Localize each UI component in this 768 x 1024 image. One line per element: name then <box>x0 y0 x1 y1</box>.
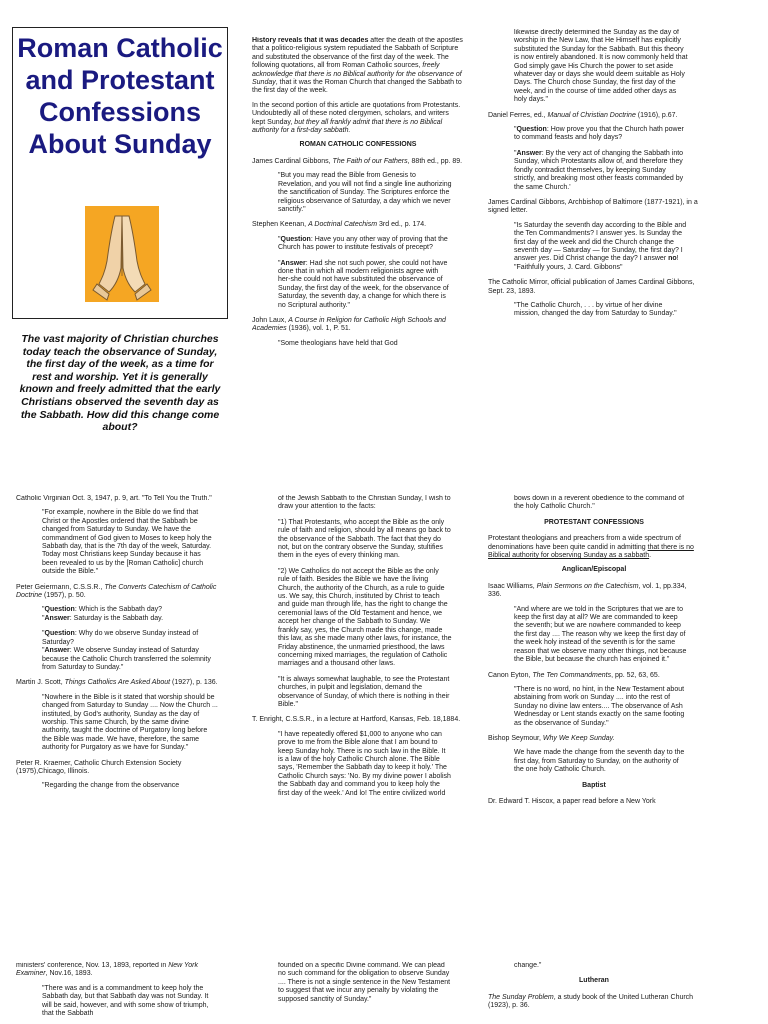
citation: James Cardinal Gibbons, The Faith of our Fathers, 88th ed., pp. 89. <box>252 157 463 165</box>
page-title: Roman Catholic and Protestant Confessions About Sunday <box>17 33 223 159</box>
quote: "Question: Why do we observe Sunday instead of Saturday? "Answer: We observe Sunday instead of Saturday because the Catholic Church transferred the solemnity from Saturday to Sunday." <box>42 630 211 671</box>
citation: ministers' conference, Nov. 13, 1893, reported in New York Examiner, Nov.16, 1893. <box>16 962 199 978</box>
quote: "Answer: By the very act of changing the Sabbath into Sunday, which Protestants allow of, and therefore they fondly contradict themselves, by keeping Sunday strictly, and breaking most other feasts commanded by the same Church.' <box>514 149 684 191</box>
quote: likewise directly determined the Sunday as the day of worship in the New Law, that He Himself has explicitly substituted the Sunday for the Sabbath. But this theory is now entirely abandoned. It is now commonly held that God simply gave His Church the power to set aside whatever day or days she would deem suitable as Holy Days. The Church chose Sunday, the first day of the week, and in the course of time added other days as holy days." <box>514 29 688 104</box>
subheading: Anglican/Episcopal <box>561 566 627 574</box>
citation: Martin J. Scott, Things Catholics Are Asked About (1927), p. 136. <box>16 679 218 687</box>
quote: "Question: How prove you that the Church hath power to command feasts and holy days? <box>514 126 684 142</box>
paragraph: In the second portion of this article are quotations from Protestants. Undoubtedly all of these noted clergymen, scholars, and writers kept Sunday, but they all frankly admit that there is no Biblical authority for a first-day sabbath. <box>252 101 461 135</box>
quote: of the Jewish Sabbath to the Christian Sunday, I wish to draw your attention to the facts: <box>278 495 451 511</box>
citation: Dr. Edward T. Hiscox, a paper read before a New York <box>488 797 656 805</box>
quote: "There was and is a commandment to keep holy the Sabbath day, but that Sabbath day was not Sunday. It will be said, however, and with some show of triumph, that the Sabbath <box>42 984 209 1018</box>
quote: "Regarding the change from the observance <box>42 782 180 790</box>
quote: "Is Saturday the seventh day according to the Bible and the Ten Commandments? I answer yes. Is Sunday the first day of the week and did the Church change the seventh day — Saturday — for Sunday, the first day? I answer yes. Did Christ change the day? I answer no! "Faithfully yours, J. Card. Gibbons" <box>514 221 687 271</box>
column-p3-3 <box>488 962 700 1024</box>
quote: "1) That Protestants, who accept the Bible as the only rule of faith and religion, should by all means go back to the observance of the Sabbath. The fact that they do not, but on the contrary observe the Sunday, stultifies them in the eyes of every thinking man. <box>278 518 451 560</box>
paragraph: Protestant theologians and preachers from a wide spectrum of denominations have been quite candid in admitting that there is no Biblical authority for observing Sunday as a sabbath. <box>488 535 694 560</box>
quote: change." <box>514 962 542 969</box>
citation: John Laux, A Course in Religion for Catholic High Schools and Academies (1936), vol. 1, P. 51. <box>252 316 446 333</box>
quote: "Question: Which is the Sabbath day? "Answer: Saturday is the Sabbath day. <box>42 606 164 622</box>
citation: T. Enright, C.S.S.R., in a lecture at Hartford, Kansas, Feb. 18,1884. <box>252 716 461 724</box>
citation: Stephen Keenan, A Doctrinal Catechism 3rd ed., p. 174. <box>252 221 427 229</box>
quote: "Some theologians have held that God <box>278 339 398 347</box>
citation: James Cardinal Gibbons, Archbishop of Baltimore (1877-1921), in a signed letter. <box>488 198 698 215</box>
section-heading: ROMAN CATHOLIC CONFESSIONS <box>299 141 417 149</box>
citation: The Catholic Mirror, official publication of James Cardinal Gibbons, Sept. 23, 1893. <box>488 279 695 295</box>
section-heading: PROTESTANT CONFESSIONS <box>544 518 644 526</box>
quote: "There is no word, no hint, in the New Testament about abstaining from work on Sunday .... into the rest of Sunday no divine law enters.... The observance of Ash Wednesday or Lent stands exactly on the same footing as the observance of Sunday." <box>514 685 685 727</box>
citation: Isaac Williams, Plain Sermons on the Catechism, vol. 1, pp.334, 336. <box>488 582 687 599</box>
quote: "Nowhere in the Bible is it stated that worship should be changed from Saturday to Sunday .... Now the Church ... instituted, by God's authority, Sunday as the day of worship. This same Church, by the same divine authority, taught the doctrine of Purgatory long before the Bible was made. We have, therefore, the same authority for Purgatory as we have for Sunday." <box>42 693 218 752</box>
subheading: Baptist <box>582 781 606 789</box>
citation: The Sunday Problem, a study book of the United Lutheran Church (1923), p. 36. <box>488 993 694 1010</box>
column-p2-2 <box>252 495 464 900</box>
praying-hands-icon <box>85 206 159 302</box>
citation: Peter Geiermann, C.S.S.R., The Converts Catechism of Catholic Doctrine (1957), p. 50. <box>16 583 217 600</box>
quote: "For example, nowhere in the Bible do we find that Christ or the Apostles ordered that the Sabbath be changed from Saturday to Sunday. We have the commandment of God given to Moses to keep holy the Sabbath day, that is the 7th day of the week, Saturday. Today most Christians keep Sunday because it has been revealed to us by the [Roman Catholic] church outside the Bible." <box>42 509 212 576</box>
intro-text: The vast majority of Christian churches today teach the observance of Sunday, the first day of the week, as a time for rest and worship. Yet it is generally known and freely admitted that the early Christians observed the seventh day as the Sabbath. How did this change come about? <box>19 333 221 434</box>
column-p1-2 <box>252 37 464 437</box>
column-p2-3 <box>488 495 700 900</box>
citation: Bishop Seymour, Why We Keep Sunday. <box>488 734 615 742</box>
title-box <box>12 27 228 319</box>
quote: "Question: Have you any other way of proving that the Church has power to institute festivals of precept? <box>278 235 448 252</box>
quote: "It is always somewhat laughable, to see the Protestant churches, in pulpit and legislation, demand the observance of Sunday, of which there is nothing in their Bible." <box>278 675 450 708</box>
paragraph: History reveals that it was decades after the death of the apostles that a politico-religious system repudiated the Sabbath of Scripture and substituted the observance of the first day of the week. The following quotations, all from Roman Catholic sources, freely acknowledge that there is no Biblical authority for the observance of Sunday, that it was the Roman Church that changed the Sabbath to the first day of the week. <box>252 37 463 95</box>
quote: "I have repeatedly offered $1,000 to anyone who can prove to me from the Bible alone that I am bound to keep Sunday holy. There is no such law in the Bible. It is a law of the holy Catholic Church alone. The Bible says, 'Remember the Sabbath day to keep it holy.' The Catholic Church says: 'No. By my divine power I abolish the Sabbath day and command you to keep holy the first day of the week.' And lo! The entire civilized world <box>278 730 451 797</box>
column-p3-2 <box>252 962 464 1024</box>
column-p3-1 <box>16 962 230 1024</box>
quote: "The Catholic Church, . . . by virtue of her divine mission, changed the day from Saturday to Sunday." <box>514 301 677 318</box>
column-p1-3 <box>488 29 700 429</box>
lead-bold: History reveals that it was decades <box>252 37 369 44</box>
quote: "Answer: Had she not such power, she could not have done that in which all modern religionists agree with her-she could not have substituted the observance of Sunday, the first day of the week, for the observance of Saturday, the seventh day, a change for which there is no Scriptural authority." <box>278 259 449 309</box>
subheading: Lutheran <box>579 977 609 985</box>
citation: Catholic Virginian Oct. 3, 1947, p. 9, art. "To Tell You the Truth." <box>16 495 212 502</box>
quote: We have made the change from the seventh day to the first day, from Saturday to Sunday, on the authority of the one holy Catholic Church. <box>514 749 685 774</box>
quote: bows down in a reverent obedience to the command of the holy Catholic Church." <box>514 495 685 511</box>
citation: Canon Eyton, The Ten Commandments, pp. 52, 63, 65. <box>488 671 660 679</box>
quote: "2) We Catholics do not accept the Bible as the only rule of faith. Besides the Bible we have the living Church, the authority of the Church, as a rule to guide us. We say, this Church, instituted by Christ to teach and guide man through life, has the right to change the ceremonial laws of the Old Testament and hence, we accept her change of the Sabbath to Sunday. We frankly say, yes, the Church made this change, made this law, as she made many other laws, for instance, the Friday abstinence, the unmarried priesthood, the laws concerning mixed marriages, the regulation of Catholic marriages and a thousand other laws. <box>278 567 452 668</box>
citation: Peter R. Kraemer, Catholic Church Extension Society (1975),Chicago, Illinois. <box>16 759 182 775</box>
quote: "But you may read the Bible from Genesis to Revelation, and you will not find a single line authorizing the sanctification of Sunday. The Scriptures enforce the religious observance of Saturday, a day which we never sanctify." <box>278 172 452 213</box>
column-p2-1 <box>16 495 230 900</box>
citation: Daniel Ferres, ed., Manual of Christian Doctrine (1916), p.67. <box>488 111 678 119</box>
quote: "And where are we told in the Scriptures that we are to keep the first day at all? We are commanded to keep the seventh; but we are nowhere commanded to keep the first day .... The reason why we keep the first day of the week holy instead of the seventh is for the same reason that we observe many other things, not because the Bible, but because the church has enjoined it." <box>514 605 687 664</box>
quote: founded on a specific Divine command. We can plead no such command for the obligation to observe Sunday .... There is not a single sentence in the New Testament to suggest that we incur any penalty by violating the supposed sanctity of Sunday." <box>278 962 451 1003</box>
